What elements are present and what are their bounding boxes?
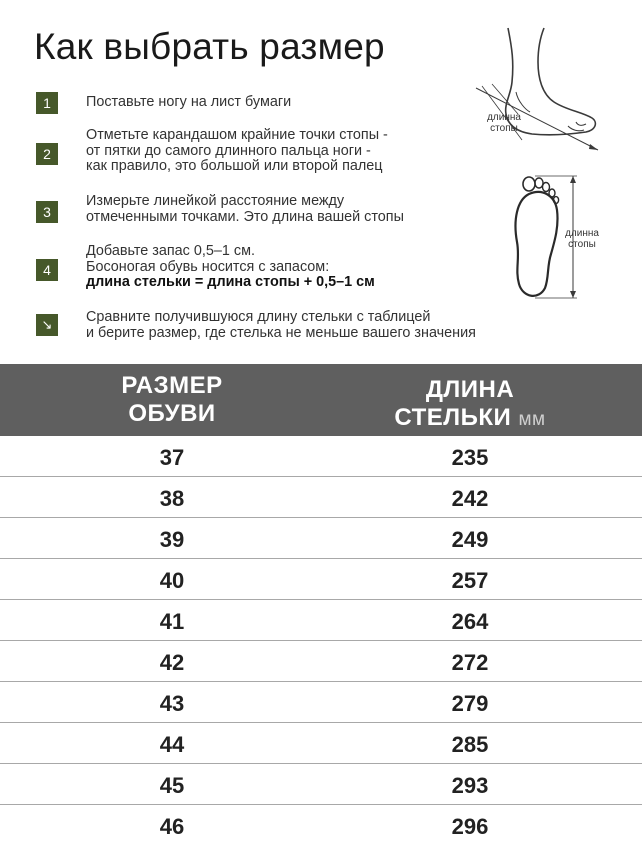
table-row [0,805,642,845]
arrow-down-right-icon: ↘ [36,314,58,336]
foot-side-illustration [468,22,608,158]
table-header [0,364,642,436]
table-row [0,682,642,723]
column-header-size: РАЗМЕР ОБУВИ [121,372,223,427]
step-text: Сравните получившуюся длину стельки с таблицей и берите размер, где стелька не меньше вашего значения [86,309,476,341]
size-cell: 46 [159,814,185,839]
step-number-badge: 1 [36,92,58,114]
table-row [0,764,642,805]
length-cell: 279 [451,691,489,716]
table-row [0,436,642,477]
size-cell: 44 [159,732,185,757]
size-cell: 42 [159,650,185,675]
step-text: Добавьте запас 0,5–1 см. Босоногая обувь носится с запасом: длина стельки = длина стопы + 0,5–1 см [86,243,375,291]
step-number-badge: 2 [36,143,58,165]
unit-label: мм [518,409,546,430]
step-number-badge: 4 [36,259,58,281]
length-cell: 272 [451,650,489,675]
step-text: Измерьте линейкой расстояние между отмеченными точками. Это длина вашей стопы [86,193,404,225]
length-cell: 242 [451,486,489,511]
table-row [0,600,642,641]
size-table [0,364,642,845]
table-row [0,477,642,518]
step-text: Поставьте ногу на лист бумаги [86,94,292,110]
length-cell: 249 [451,527,489,552]
table-row [0,641,642,682]
size-cell: 45 [159,773,185,798]
length-cell: 235 [451,445,489,470]
length-cell: 296 [451,814,489,839]
size-cell: 37 [159,445,185,470]
size-cell: 38 [159,486,185,511]
size-cell: 43 [159,691,185,716]
table-body [0,436,642,845]
step-number-badge: 3 [36,201,58,223]
length-cell: 264 [451,609,489,634]
length-cell: 285 [451,732,489,757]
size-cell: 39 [159,527,185,552]
size-cell: 40 [159,568,185,593]
foot-length-label: длинна стопы [565,228,599,250]
formula-text: длина стельки = длина стопы + 0,5–1 см [86,274,375,291]
foot-length-label: длинна стопы [487,112,521,134]
step-text: Отметьте карандашом крайние точки стопы - от пятки до самого длинного пальца ноги - как правило, это большой или второй палец [86,127,388,175]
table-row [0,559,642,600]
length-cell: 293 [451,773,489,798]
table-row [0,723,642,764]
table-row [0,518,642,559]
page-title: Как выбрать размер [34,26,385,67]
length-cell: 257 [451,568,489,593]
size-cell: 41 [159,609,185,634]
column-header-length: ДЛИНА СТЕЛЬКИ мм [394,376,546,431]
